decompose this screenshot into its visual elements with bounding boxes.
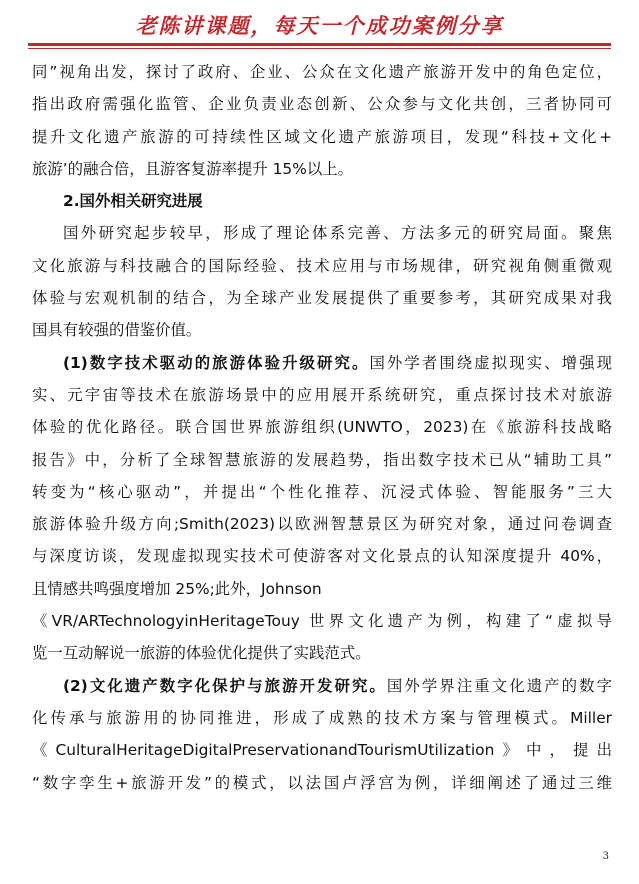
text-line: 览一互动解说一旅游的体验优化提供了实践范式。 [32,644,371,663]
subsection-first-line [32,670,612,702]
text-line: 同”视角出发，探讨了政府、企业、公众在文化遗产旅游开发中的角色定位， [32,63,612,81]
header-rule-thick [28,43,611,46]
text-line: 旅游体验升级方向;Smith(2023)以欧洲智慧景区为研究对象，通过问卷调查 [32,515,612,534]
section-heading: 2.国外相关研究进展 [63,192,203,211]
text-line: 旅游’的融合倍，且游客复游率提升 15%以上。 [32,159,354,178]
text-line: 化传承与旅游用的协同推进，形成了成熟的技术方案与管理模式。Miller [32,708,612,727]
text-line: “数字孪生+旅游开发”的模式，以法国卢浮宫为例，详细阐述了通过三维 [32,773,612,792]
subsection-heading: (1)数字技术驱动的旅游体验升级研究。 [63,353,370,372]
text-line: 文化旅游与科技融合的国际经验、技术应用与市场规律，研究视角侧重微观 [32,256,612,275]
text-line: 与深度访谈，发现虚拟现实技术可使游客对文化景点的认知深度提升 40%， [32,547,612,566]
subsection-first-line [32,347,612,379]
header-rule-thin [28,48,611,49]
text-line: 指出政府需强化监管、企业负责业态创新、公众参与文化共创，三者协同可 [32,95,612,114]
text-line: 且情感共鸣强度增加 25%;此外，Johnson [32,579,322,598]
text-line: 报告》中，分析了全球智慧旅游的发展趋势，指出数字技术已从“辅助工具” [32,450,612,469]
text-line: 国具有较强的借鉴价值。 [32,321,202,340]
header-title: 老陈讲课题，每天一个成功案例分享 [135,13,504,38]
text-line: 实、元宇宙等技术在旅游场景中的应用展开系统研究，重点探讨技术对旅游 [32,385,612,404]
text-span: 国外学者围绕虚拟现实、增强现 [369,353,612,372]
text-line: 国外研究起步较早，形成了理论体系完善、方法多元的研究局面。聚焦 [63,224,612,243]
text-line: 体验的优化路径。联合国世界旅游组织(UNWTO，2023)在《旅游科技战略 [32,418,612,437]
text-span: 国外学界注重文化遗产的数字 [386,676,612,695]
text-line: 转变为“核心驱动”，并提出“个性化推荐、沉浸式体验、智能服务”三大 [32,482,612,501]
subsection-heading: (2)文化遗产数字化保护与旅游开发研究。 [63,676,387,695]
page-header [0,0,639,48]
document-body [32,56,612,799]
text-line: 提升文化遗产旅游的可持续性区域文化遗产旅游项目，发现“科技+文化+ [32,127,612,146]
text-line: 体验与宏观机制的结合，为全球产业发展提供了重要参考，其研究成果对我 [32,289,612,308]
text-line: 《CulturalHeritageDigitalPreservationandTourismUtilization》中，提出 [32,741,612,760]
page-number: 3 [602,851,609,862]
text-line: 《VR/ARTechnologyinHeritageTouy 世界文化遗产为例，构建了“虚拟导 [32,612,612,631]
